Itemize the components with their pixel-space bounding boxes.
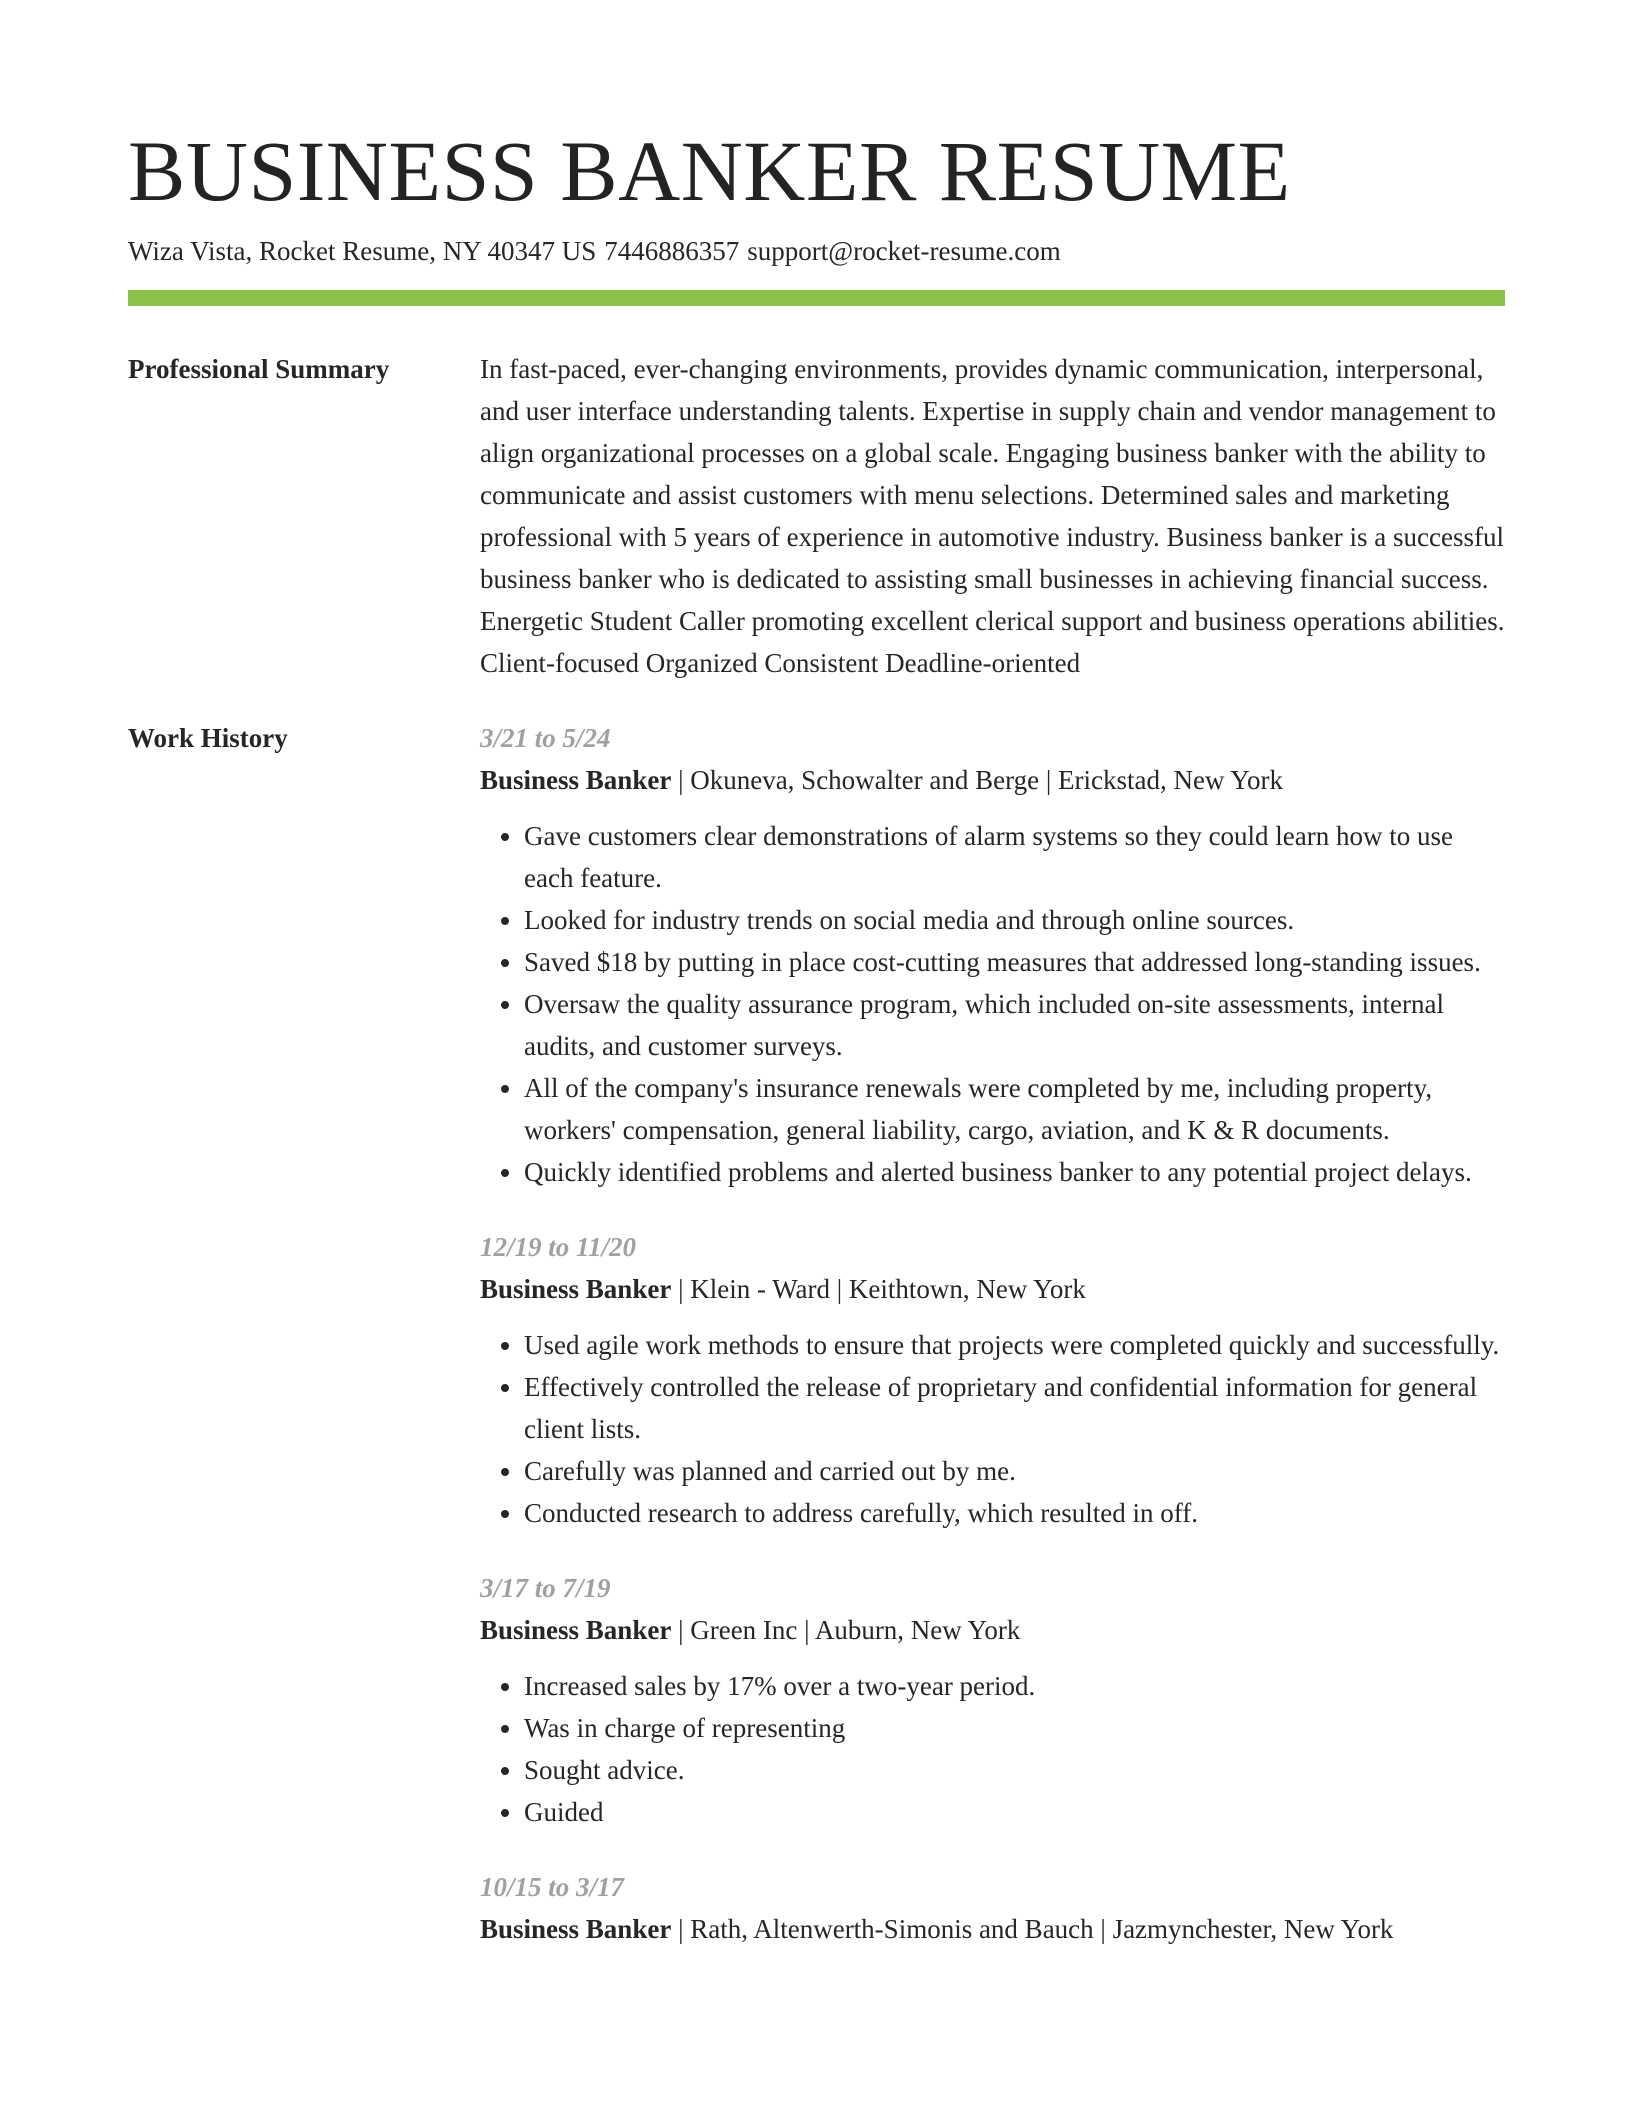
job-details: | Okuneva, Schowalter and Berge | Erickstad, New York	[671, 765, 1283, 795]
resume-page	[128, 118, 1505, 1950]
work-history-section	[128, 717, 1505, 1950]
job-bullets	[480, 1665, 1505, 1833]
job-bullet: • Looked for industry trends on social media and through online sources.	[524, 899, 1505, 941]
job-entry	[480, 1226, 1505, 1534]
job-heading	[480, 1908, 1505, 1950]
job-details: | Green Inc | Auburn, New York	[671, 1615, 1021, 1645]
contact-email: support@rocket-resume.com	[747, 236, 1061, 266]
job-bullets	[480, 1324, 1505, 1534]
contact-line	[128, 232, 1505, 270]
job-bullet: • Guided	[524, 1791, 1505, 1833]
job-title: Business Banker	[480, 765, 672, 795]
job-bullet: • Used agile work methods to ensure that projects were completed quickly and successfully.	[524, 1324, 1505, 1366]
job-entry	[480, 1567, 1505, 1833]
work-history-list	[480, 717, 1505, 1950]
job-bullet: • Carefully was planned and carried out by me.	[524, 1450, 1505, 1492]
job-entry	[480, 717, 1505, 1193]
summary-text: In fast-paced, ever-changing environments, provides dynamic communication, interpersonal, and user interface understanding talents. Expertise in supply chain and vendor management to align organizational processes on a global scale. Engaging business banker with the ability to communicate and assist customers with menu selections. Determined sales and marketing professional with 5 years of experience in automotive industry. Business banker is a successful business banker who is dedicated to assisting small businesses in achieving financial success. Energetic Student Caller promoting excellent clerical support and business operations abilities. Client-focused Organized Consistent Deadline-oriented	[480, 354, 1505, 678]
section-label-work-history: Work History	[128, 723, 288, 753]
professional-summary-section	[128, 348, 1505, 684]
job-bullet: • Gave customers clear demonstrations of alarm systems so they could learn how to use each feature.	[524, 815, 1505, 899]
section-label-summary: Professional Summary	[128, 354, 390, 384]
job-entry	[480, 1866, 1505, 1950]
job-heading	[480, 1268, 1505, 1310]
job-bullets	[480, 815, 1505, 1193]
job-dates: 3/21 to 5/24	[480, 723, 611, 753]
job-bullet: • Was in charge of representing	[524, 1707, 1505, 1749]
job-details: | Klein - Ward | Keithtown, New York	[671, 1274, 1086, 1304]
job-bullet: • Conducted research to address carefully, which resulted in off.	[524, 1492, 1505, 1534]
job-bullet: • Saved $18 by putting in place cost-cutting measures that addressed long-standing issues.	[524, 941, 1505, 983]
job-bullet: • Sought advice.	[524, 1749, 1505, 1791]
contact-address: Wiza Vista, Rocket Resume, NY 40347 US	[128, 236, 597, 266]
job-dates: 12/19 to 11/20	[480, 1232, 637, 1262]
job-dates: 3/17 to 7/19	[480, 1573, 611, 1603]
job-heading	[480, 759, 1505, 801]
job-title: Business Banker	[480, 1914, 672, 1944]
job-bullet: • Oversaw the quality assurance program, which included on-site assessments, internal audits, and customer surveys.	[524, 983, 1505, 1067]
job-title: Business Banker	[480, 1615, 672, 1645]
job-heading	[480, 1609, 1505, 1651]
resume-title: BUSINESS BANKER RESUME	[128, 123, 1291, 219]
job-title: Business Banker	[480, 1274, 672, 1304]
header-divider	[128, 290, 1505, 306]
contact-phone: 7446886357	[604, 236, 740, 266]
job-bullet: • Quickly identified problems and alerted business banker to any potential project delays.	[524, 1151, 1505, 1193]
job-details: | Rath, Altenwerth-Simonis and Bauch | Jazmynchester, New York	[671, 1914, 1394, 1944]
job-bullet: • Increased sales by 17% over a two-year period.	[524, 1665, 1505, 1707]
job-dates: 10/15 to 3/17	[480, 1872, 625, 1902]
job-bullet: • Effectively controlled the release of proprietary and confidential information for general client lists.	[524, 1366, 1505, 1450]
job-bullet: • All of the company's insurance renewals were completed by me, including property, workers' compensation, general liability, cargo, aviation, and K & R documents.	[524, 1067, 1505, 1151]
